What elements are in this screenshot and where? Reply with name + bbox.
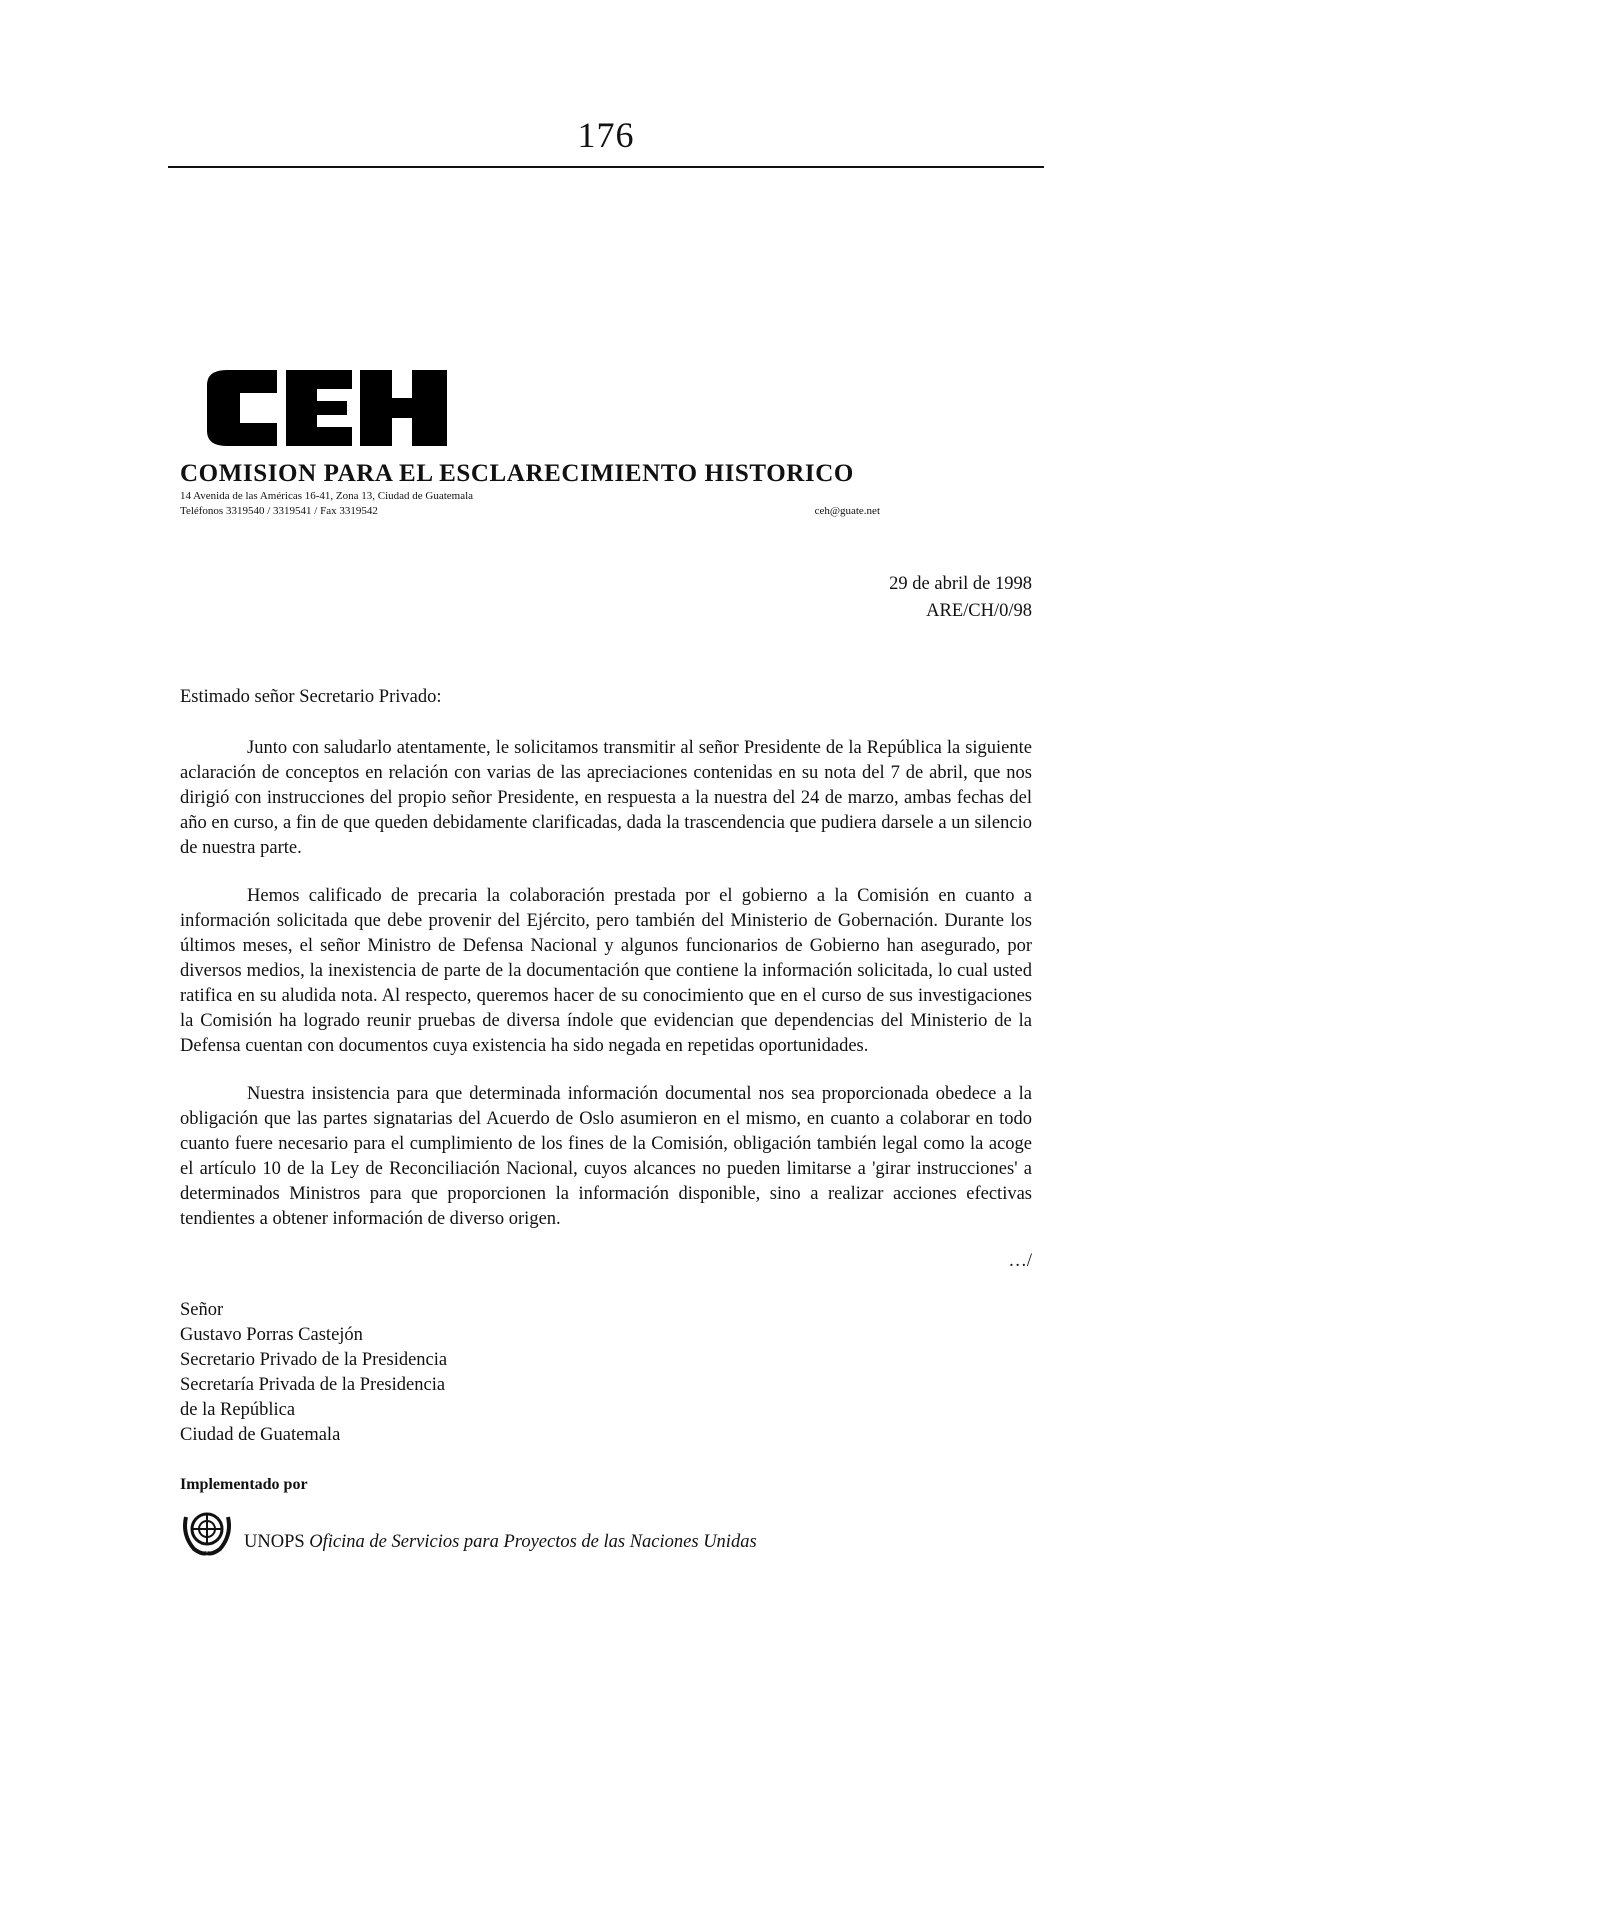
addressee-line: Gustavo Porras Castejón xyxy=(180,1325,363,1345)
letter xyxy=(180,365,1032,1557)
letter-reference: ARE/CH/0/98 xyxy=(926,601,1032,621)
footer-label: Implementado por xyxy=(180,1476,308,1493)
addressee-line: de la República xyxy=(180,1400,296,1420)
body-paragraph: Nuestra insistencia para que determinada información documental nos sea proporcionada obedece a la obligación que las partes signatarias del Acuerdo de Oslo asumieron en el mismo, en cuanto a colaborar en todo cuanto fuere necesario para el cumplimiento de los fines de la Comisión, obligación también legal como la acoge el artículo 10 de la Ley de Reconciliación Nacional, cuyos alcances no pueden limitarse a 'girar instrucciones' a determinados Ministros para que proporcionen la información disponible, sino a realizar acciones efectivas tendientes a obtener información de diverso origen. xyxy=(180,1084,1032,1229)
footer-row xyxy=(180,1505,1032,1557)
org-name: COMISION PARA EL ESCLARECIMIENTO HISTORICO xyxy=(180,460,854,487)
un-emblem-icon xyxy=(180,1505,234,1557)
salutation: Estimado señor Secretario Privado: xyxy=(180,687,442,707)
unops-name: Oficina de Servicios para Proyectos de las Naciones Unidas xyxy=(309,1532,757,1552)
org-address xyxy=(180,489,880,504)
ceh-logo-icon xyxy=(202,365,452,451)
header-rule xyxy=(168,166,1044,168)
date-block xyxy=(180,571,1032,625)
address-line: 14 Avenida de las Américas 16-41, Zona 13, Ciudad de Guatemala xyxy=(180,490,474,502)
body-paragraph: Junto con saludarlo atentamente, le solicitamos transmitir al señor Presidente de la República la siguiente aclaración de conceptos en relación con varias de las apreciaciones contenidas en su nota del 7 de abril, que nos dirigió con instrucciones del propio señor Presidente, en respuesta a la nuestra del 24 de marzo, ambas fechas del año en curso, a fin de que queden debidamente clarificadas, dada la trascendencia que pudiera darsele a un silencio de nuestra parte. xyxy=(180,738,1032,858)
page-number: 176 xyxy=(577,115,635,155)
email: ceh@guate.net xyxy=(814,505,880,517)
org-phone-email xyxy=(180,504,880,519)
phone-line: Teléfonos 3319540 / 3319541 / Fax 3319542 xyxy=(180,505,378,517)
addressee-block xyxy=(180,1298,1032,1448)
addressee-line: Secretaría Privada de la Presidencia xyxy=(180,1375,446,1395)
continuation-mark: …/ xyxy=(1008,1251,1032,1271)
addressee-line: Secretario Privado de la Presidencia xyxy=(180,1350,448,1370)
unops-acronym: UNOPS xyxy=(244,1532,305,1552)
body-paragraph: Hemos calificado de precaria la colaboración prestada por el gobierno a la Comisión en cuanto a información solicitada que debe provenir del Ejército, pero también del Ministerio de Gobernación. Durante los últimos meses, el señor Ministro de Defensa Nacional y algunos funcionarios de Gobierno han asegurado, por diversos medios, la inexistencia de parte de la documentación que contiene la información solicitada, lo cual usted ratifica en su aludida nota. Al respecto, queremos hacer de su conocimiento que en el curso de sus investigaciones la Comisión ha logrado reunir pruebas de diversa índole que evidencian que dependencias del Ministerio de la Defensa cuentan con documentos cuya existencia ha sido negada en repetidas oportunidades. xyxy=(180,886,1032,1056)
letter-date: 29 de abril de 1998 xyxy=(889,574,1032,594)
addressee-line: Señor xyxy=(180,1300,224,1320)
addressee-line: Ciudad de Guatemala xyxy=(180,1425,341,1445)
unops-line xyxy=(244,1530,757,1555)
